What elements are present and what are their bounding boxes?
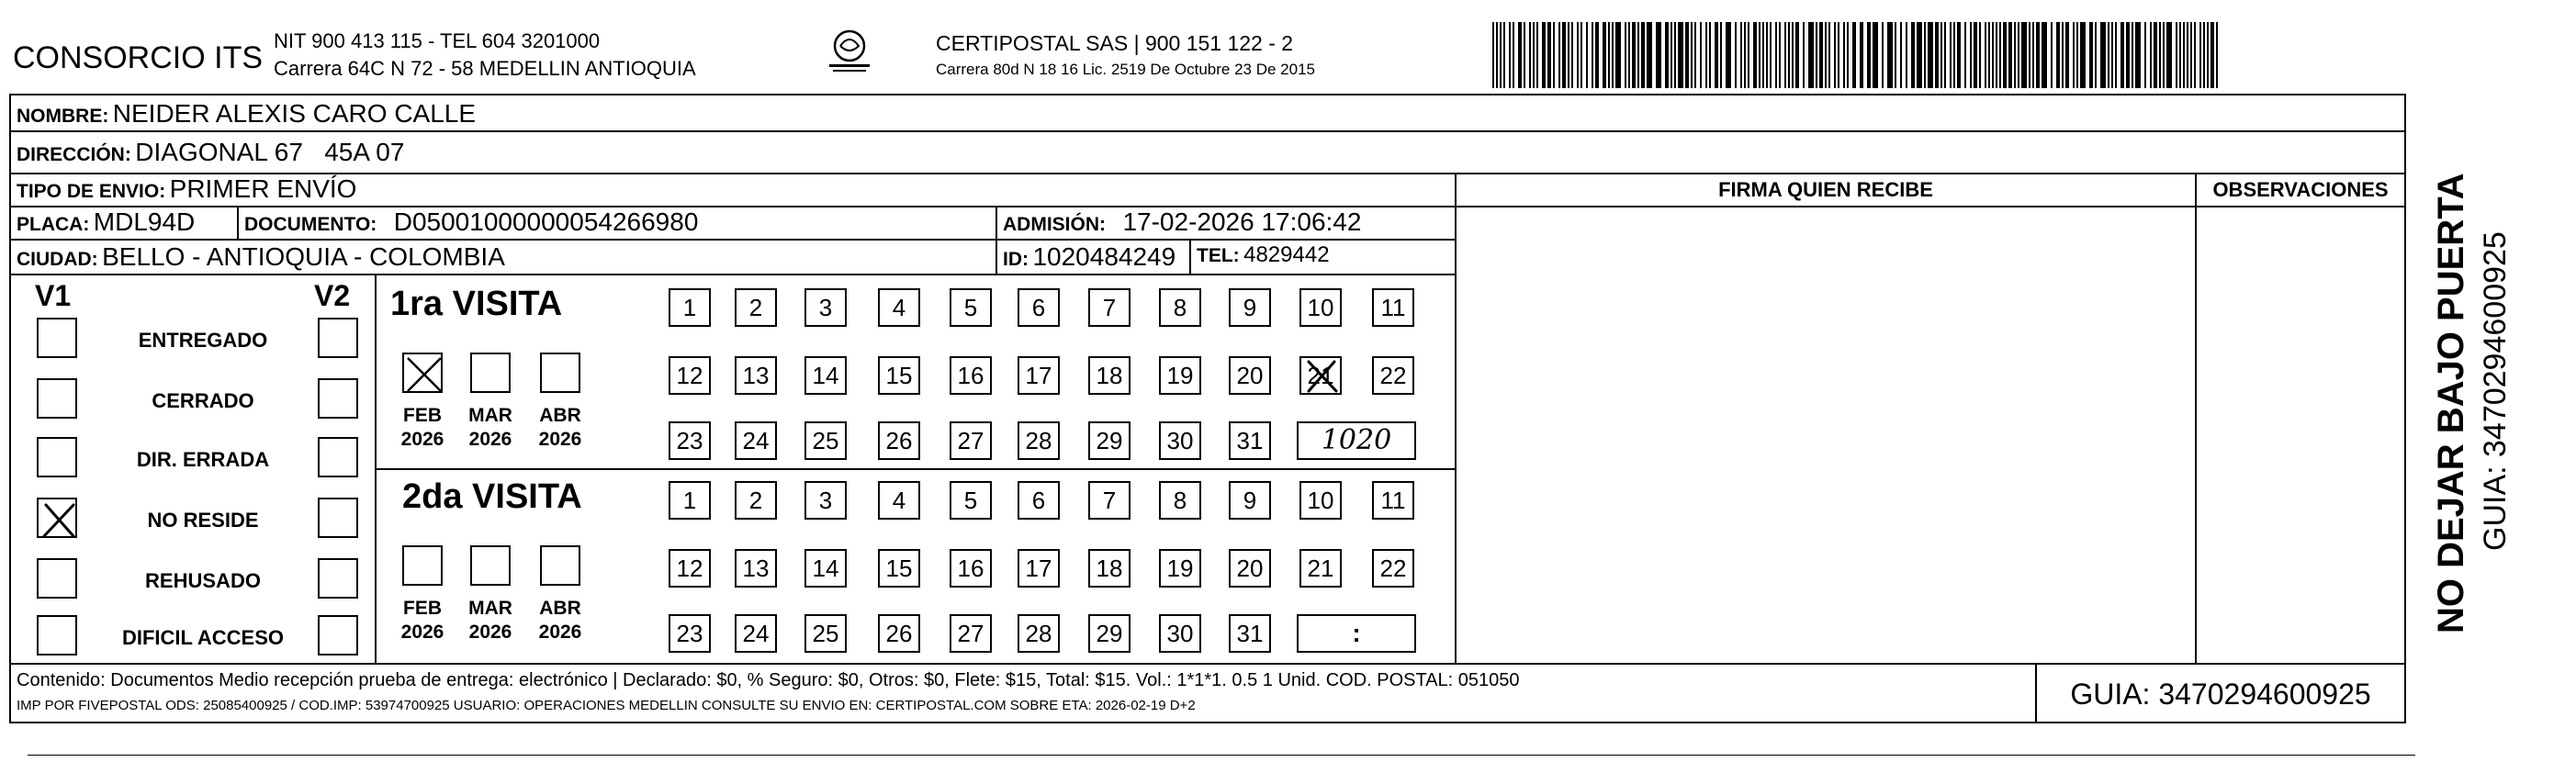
tel-field <box>1197 242 1330 268</box>
v2-checkbox-rehusado[interactable] <box>318 558 358 599</box>
visit1-day-6[interactable]: 6 <box>1018 288 1060 327</box>
visit1-day-10[interactable]: 10 <box>1299 288 1342 327</box>
guide-number: GUIA: 3470294600925 <box>2070 678 2371 711</box>
visit2-day-10[interactable]: 10 <box>1299 481 1342 520</box>
visit2-day-13[interactable]: 13 <box>735 549 777 588</box>
visit2-month-mar-label <box>458 597 523 644</box>
recipient-name: NEIDER ALEXIS CARO CALLE <box>112 99 477 128</box>
month-year: 2026 <box>468 429 512 450</box>
document-label: DOCUMENTO: <box>244 214 377 235</box>
company-nit: NIT 900 413 115 - TEL 604 3201000 <box>274 29 601 52</box>
v1-checkbox-no-reside[interactable] <box>37 498 77 538</box>
visit2-day-11[interactable]: 11 <box>1372 481 1414 520</box>
v2-label: V2 <box>314 279 351 312</box>
visit2-month-feb-checkbox[interactable] <box>402 545 443 586</box>
admission-field <box>1003 207 1361 237</box>
visit2-day-28[interactable]: 28 <box>1018 614 1060 653</box>
visit2-day-3[interactable]: 3 <box>804 481 847 520</box>
visit2-day-2[interactable]: 2 <box>735 481 777 520</box>
visit2-day-4[interactable]: 4 <box>878 481 920 520</box>
visit1-day-24[interactable]: 24 <box>735 421 777 460</box>
visit2-time-value: : <box>1352 619 1361 647</box>
month-year: 2026 <box>468 622 512 643</box>
month-year: 2026 <box>400 429 444 450</box>
side-guide-number: GUIA: 3470294600925 <box>2478 231 2513 551</box>
visit1-month-feb-checkbox[interactable] <box>402 353 443 393</box>
visit2-day-15[interactable]: 15 <box>878 549 920 588</box>
visit1-day-2[interactable]: 2 <box>735 288 777 327</box>
v2-checkbox-dir-errada[interactable] <box>318 437 358 477</box>
carrier-info: CERTIPOSTAL SAS | 900 151 122 - 2 <box>936 31 1294 55</box>
visit1-day-7[interactable]: 7 <box>1088 288 1131 327</box>
visit2-day-8[interactable]: 8 <box>1159 481 1201 520</box>
month-name: FEB <box>403 405 442 426</box>
visit1-day-12[interactable]: 12 <box>669 356 711 395</box>
v1-checkbox-dificil-acceso[interactable] <box>37 615 77 656</box>
visit2-time-field[interactable] <box>1297 614 1416 653</box>
admission-label: ADMISIÓN: <box>1003 214 1106 235</box>
id-field <box>1003 242 1176 272</box>
signature-header: FIRMA QUIEN RECIBE <box>1718 178 1933 201</box>
visit2-day-1[interactable]: 1 <box>669 481 711 520</box>
visit1-day-27[interactable]: 27 <box>950 421 992 460</box>
visit2-day-17[interactable]: 17 <box>1018 549 1060 588</box>
carrier-address: Carrera 80d N 18 16 Lic. 2519 De Octubre 23 De 2015 <box>936 61 1315 78</box>
visit2-day-5[interactable]: 5 <box>950 481 992 520</box>
visit1-day-18[interactable]: 18 <box>1088 356 1131 395</box>
status-label-no-reside: NO RESIDE <box>147 509 259 532</box>
visit2-day-9[interactable]: 9 <box>1229 481 1271 520</box>
certipostal-logo <box>813 28 886 75</box>
visit2-day-30[interactable]: 30 <box>1159 614 1201 653</box>
visit1-day-29[interactable]: 29 <box>1088 421 1131 460</box>
city-field <box>17 242 505 272</box>
visit2-day-6[interactable]: 6 <box>1018 481 1060 520</box>
visit2-day-24[interactable]: 24 <box>735 614 777 653</box>
v2-checkbox-dificil-acceso[interactable] <box>318 615 358 656</box>
observations-header: OBSERVACIONES <box>2212 178 2389 201</box>
visit2-day-18[interactable]: 18 <box>1088 549 1131 588</box>
visit1-day-3[interactable]: 3 <box>804 288 847 327</box>
name-label: NOMBRE: <box>17 106 109 127</box>
tel-label: TEL: <box>1197 245 1240 266</box>
visit1-day-14[interactable]: 14 <box>804 356 847 395</box>
v1-checkbox-rehusado[interactable] <box>37 558 77 599</box>
visit1-day-22[interactable]: 22 <box>1372 356 1414 395</box>
month-year: 2026 <box>538 429 582 450</box>
visit1-day-19[interactable]: 19 <box>1159 356 1201 395</box>
document-field <box>244 207 698 237</box>
visit1-day-30[interactable]: 30 <box>1159 421 1201 460</box>
visit2-day-27[interactable]: 27 <box>950 614 992 653</box>
visit1-day-28[interactable]: 28 <box>1018 421 1060 460</box>
company-address: Carrera 64C N 72 - 58 MEDELLIN ANTIOQUIA <box>274 57 696 80</box>
month-name: MAR <box>468 405 512 426</box>
id-value: 1020484249 <box>1032 242 1176 271</box>
address-row <box>17 138 404 167</box>
visit1-month-abr-checkbox[interactable] <box>540 353 580 393</box>
visit1-day-17[interactable]: 17 <box>1018 356 1060 395</box>
visit2-day-26[interactable]: 26 <box>878 614 920 653</box>
status-label-rehusado: REHUSADO <box>145 569 261 592</box>
company-name: CONSORCIO ITS <box>13 40 264 75</box>
month-name: FEB <box>403 598 442 619</box>
visit1-month-mar-checkbox[interactable] <box>470 353 511 393</box>
month-year: 2026 <box>538 622 582 643</box>
visit1-day-13[interactable]: 13 <box>735 356 777 395</box>
city-label: CIUDAD: <box>17 249 98 270</box>
city-value: BELLO - ANTIOQUIA - COLOMBIA <box>102 242 505 271</box>
no-door-warning: NO DEJAR BAJO PUERTA <box>2431 173 2471 633</box>
visit2-month-mar-checkbox[interactable] <box>470 545 511 586</box>
status-label-dir-errada: DIR. ERRADA <box>136 448 270 471</box>
month-year: 2026 <box>400 622 444 643</box>
v2-checkbox-cerrado[interactable] <box>318 378 358 419</box>
visit1-day-23[interactable]: 23 <box>669 421 711 460</box>
visit1-title: 1ra VISITA <box>390 285 563 323</box>
shipping-type-row <box>17 174 356 204</box>
name-row <box>17 99 476 129</box>
plate-label: PLACA: <box>17 214 90 235</box>
visit2-month-abr-label <box>528 597 592 644</box>
admission-value: 17-02-2026 17:06:42 <box>1122 207 1362 236</box>
status-label-cerrado: CERRADO <box>152 389 254 412</box>
v2-checkbox-entregado[interactable] <box>318 318 358 358</box>
visit1-time-value: 1020 <box>1321 424 1392 456</box>
visit2-day-22[interactable]: 22 <box>1372 549 1414 588</box>
visit2-day-16[interactable]: 16 <box>950 549 992 588</box>
visit1-day-16[interactable]: 16 <box>950 356 992 395</box>
plate-value: MDL94D <box>93 207 196 236</box>
visit1-day-11[interactable]: 11 <box>1372 288 1414 327</box>
address-label: DIRECCIÓN: <box>17 144 131 165</box>
id-label: ID: <box>1003 249 1029 270</box>
visit1-month-feb-label <box>390 404 455 452</box>
visit1-month-abr-label <box>528 404 592 452</box>
shipping-type: PRIMER ENVÍO <box>169 174 357 203</box>
v2-checkbox-no-reside[interactable] <box>318 498 358 538</box>
v1-checkbox-entregado[interactable] <box>37 318 77 358</box>
visit1-day-31[interactable]: 31 <box>1229 421 1271 460</box>
crossed-day-mark <box>1301 358 1342 395</box>
visit2-day-7[interactable]: 7 <box>1088 481 1131 520</box>
visit2-day-20[interactable]: 20 <box>1229 549 1271 588</box>
visit1-month-mar-label <box>458 404 523 452</box>
visit2-month-feb-label <box>390 597 455 644</box>
plate-field <box>17 207 195 237</box>
visit2-day-19[interactable]: 19 <box>1159 549 1201 588</box>
recipient-address: DIAGONAL 67 45A 07 <box>135 138 405 166</box>
visit2-day-25[interactable]: 25 <box>804 614 847 653</box>
visit2-day-12[interactable]: 12 <box>669 549 711 588</box>
visit2-day-14[interactable]: 14 <box>804 549 847 588</box>
visit2-day-29[interactable]: 29 <box>1088 614 1131 653</box>
visit2-day-31[interactable]: 31 <box>1229 614 1271 653</box>
month-name: ABR <box>539 598 581 619</box>
visit1-day-8[interactable]: 8 <box>1159 288 1201 327</box>
visit2-day-21[interactable]: 21 <box>1299 549 1342 588</box>
visit1-day-5[interactable]: 5 <box>950 288 992 327</box>
visit2-title: 2da VISITA <box>402 477 582 516</box>
visit1-day-21[interactable]: 21 <box>1299 356 1342 395</box>
visit1-day-15[interactable]: 15 <box>878 356 920 395</box>
visit2-day-23[interactable]: 23 <box>669 614 711 653</box>
status-label-dificil-acceso: DIFICIL ACCESO <box>121 626 284 649</box>
v1-checkbox-dir-errada[interactable] <box>37 437 77 477</box>
visit1-day-20[interactable]: 20 <box>1229 356 1271 395</box>
v1-checkbox-cerrado[interactable] <box>37 378 77 419</box>
month-name: MAR <box>468 598 512 619</box>
visit1-time-field[interactable] <box>1297 421 1416 460</box>
shipping-type-label: TIPO DE ENVIO: <box>17 181 166 202</box>
print-info: IMP POR FIVEPOSTAL ODS: 25085400925 / COD.IMP: 53974700925 USUARIO: OPERACIONES MEDELLIN CONSULTE SU ENVIO EN: CERTIPOSTAL.COM SOBRE ETA: 2026-02-19 D+2 <box>17 698 1196 713</box>
visit1-day-25[interactable]: 25 <box>804 421 847 460</box>
contents-line: Contenido: Documentos Medio recepción prueba de entrega: electrónico | Declarado: $0, % Seguro: $0, Otros: $0, Flete: $15, Total: $15. Vol.: 1*1*1. 0.5 1 Unid. COD. POSTAL: 051050 <box>17 670 1520 690</box>
month-name: ABR <box>539 405 581 426</box>
v1-label: V1 <box>35 279 72 312</box>
barcode <box>1492 22 2222 88</box>
visit2-month-abr-checkbox[interactable] <box>540 545 580 586</box>
document-value: D05001000000054266980 <box>393 207 699 236</box>
status-label-entregado: ENTREGADO <box>138 329 268 352</box>
visit1-day-26[interactable]: 26 <box>878 421 920 460</box>
visit1-day-4[interactable]: 4 <box>878 288 920 327</box>
visit1-day-9[interactable]: 9 <box>1229 288 1271 327</box>
tel-value: 4829442 <box>1243 242 1330 267</box>
visit1-day-1[interactable]: 1 <box>669 288 711 327</box>
